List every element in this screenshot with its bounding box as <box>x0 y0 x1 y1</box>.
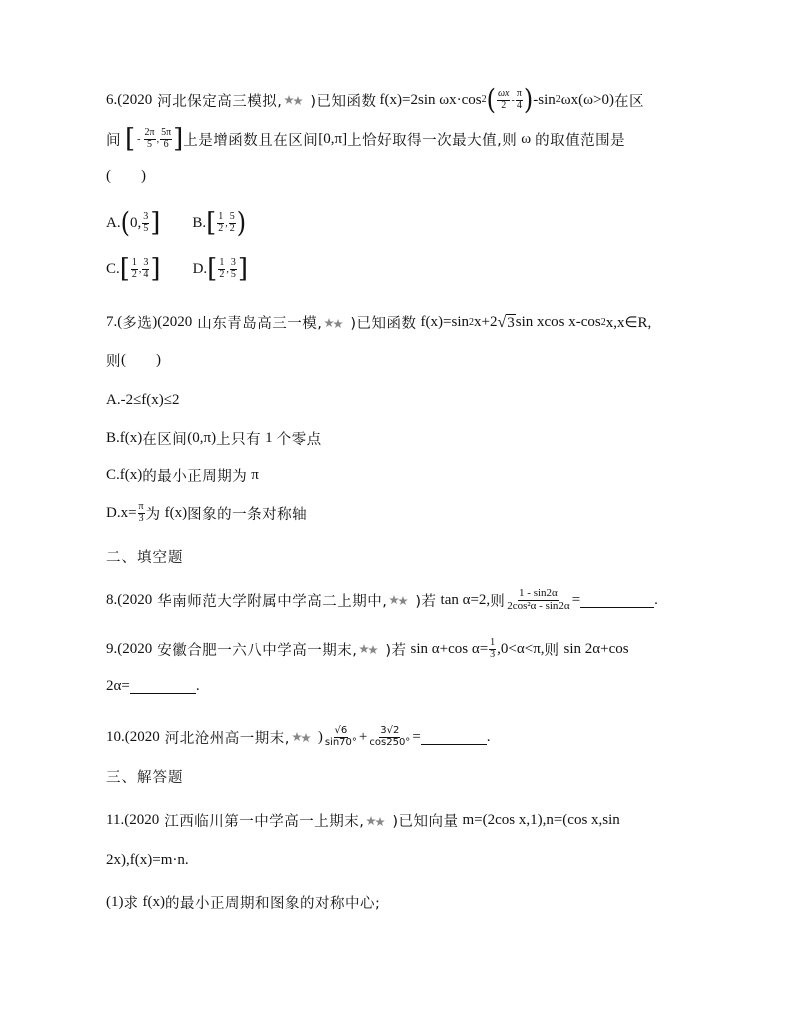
q6-stem-e: 上恰好取得一次最大值,则 <box>347 132 518 149</box>
q6-optD-d2: 5 <box>230 268 236 280</box>
q6-optA-label: A. <box>106 214 121 231</box>
q6-stem-f: 的取值范围是 <box>535 132 626 149</box>
q6-optD-d1: 2 <box>219 268 225 280</box>
q6-line1: 6.(2020 河北保定高三模拟, )已知函数 f(x)=2sin ωx·cos 2 ( $\frac{\omega x}{2}$ - $\frac{\pi}{4}$ ) -sin 2 ωx(ω>0) 在区 <box>106 83 644 117</box>
q6-optB-d2: 2 <box>229 222 235 234</box>
q6-paren-text: ( ) <box>106 168 146 184</box>
section-fill-blank <box>106 546 184 567</box>
q6-optB-frac1 <box>217 212 224 234</box>
q11-line1 <box>106 810 620 831</box>
q7-optD-d: 图象的一条对称轴 <box>187 506 308 523</box>
q9-expr: sin 2α+cos <box>563 640 629 657</box>
q6-optC-frac1 <box>131 258 138 280</box>
q7-stem-a: )已知函数 <box>350 316 417 332</box>
q7-line1: 7.( 多选 )(2020 山东青岛高三一模, )已知函数 f(x)=sin 2 x+2 √ 3 sin xcos x-cos 2 x,x∈R, <box>106 313 652 332</box>
q6-optC-d2: 4 <box>143 268 149 280</box>
q9-cond: sin α+cos α= <box>410 640 489 657</box>
star-rating-icon <box>388 593 414 607</box>
star-rating-icon <box>323 316 349 330</box>
q6-line2 <box>106 126 625 152</box>
q6-optA-fd: 5 <box>143 222 149 234</box>
q6-optD-lbracket: [ <box>207 254 218 284</box>
q6-optA-rbracket: ] <box>150 208 161 238</box>
q7-optB-c: (0,π) <box>187 430 217 446</box>
star-rating-icon <box>365 814 391 828</box>
q7-optA <box>106 392 180 409</box>
q6-iv-a-num: 2π <box>144 127 155 138</box>
q10-number: 10.(2020 <box>106 728 160 745</box>
q6-rbracket: ] <box>173 124 184 154</box>
q10-source: 河北沧州高一期末, <box>164 730 290 747</box>
q6-optC-lbracket: [ <box>119 254 130 284</box>
q11-part1-a: 求 <box>123 896 139 912</box>
q9-stem-b: 则 <box>544 642 560 659</box>
q6-number: 6.(2020 <box>106 91 153 108</box>
q7-optC-c: π <box>251 467 259 483</box>
q10-frac2 <box>368 726 411 748</box>
q9-fd: 3 <box>490 648 496 660</box>
q11-part1-b: 的最小正周期和图象的对称中心; <box>165 896 381 912</box>
q11-part1-fx: f(x) <box>142 894 165 910</box>
q9-fn: 1 <box>490 637 496 648</box>
q7-func4: x,x∈R, <box>605 315 652 331</box>
q6-stem-c: 间 <box>106 132 121 149</box>
q6-optD-frac2 <box>230 258 237 280</box>
q11-vectors: m=(2cos x,1),n=(cos x,sin <box>462 812 620 828</box>
q6-optC-n2: 3 <box>143 257 149 268</box>
q8-frac-num: 1 - sin2α <box>519 587 558 599</box>
q6-optA-frac <box>142 212 149 234</box>
q8-frac-den: 2cos²α - sin2α <box>507 599 570 612</box>
q7-func: f(x)=sin <box>420 314 469 330</box>
q8-cond: tan α=2, <box>440 591 491 608</box>
q9-line1 <box>106 638 629 660</box>
q6-omega: ω <box>521 130 532 147</box>
q7-optD-a: D.x= <box>106 504 137 521</box>
q7-func3: sin xcos x-cos <box>515 314 601 330</box>
q8-answer-blank[interactable] <box>580 593 654 608</box>
q9-answer-blank[interactable] <box>130 679 196 694</box>
q6-frac1-num: ωx <box>497 88 510 99</box>
q6-iv-a-den: 5 <box>147 138 153 150</box>
q9-end: . <box>195 678 200 694</box>
section-solve <box>106 766 184 787</box>
q7-optD-fn: π <box>138 501 144 512</box>
q11-line2-text: 2x),f(x)=m·n. <box>106 852 189 868</box>
q6-optD-n2: 3 <box>230 257 236 268</box>
q6-iv-a <box>144 128 156 150</box>
q6-optB-n2: 5 <box>229 211 235 222</box>
q6-optB-rparen: ) <box>236 206 247 240</box>
q10-f2d: cos250° <box>369 736 411 748</box>
q7-optB-b: 在区间 <box>142 432 188 448</box>
q7-optB <box>106 428 322 449</box>
q8-stem-a: )若 <box>415 593 437 610</box>
q6-optB-frac2 <box>229 212 236 234</box>
q6-frac2-num: π <box>516 88 522 99</box>
q6-stem-a: )已知函数 <box>310 93 377 110</box>
q6-optD-n1: 1 <box>219 257 225 268</box>
q10-answer-blank[interactable] <box>421 730 487 745</box>
q6-lbracket: [ <box>125 124 136 154</box>
section-title-2: 二、填空题 <box>106 550 184 566</box>
q10-f1d: sin70° <box>324 736 357 748</box>
q6-stem-d: 上是增函数且在区间 <box>183 132 319 149</box>
q6-optD-label: D. <box>192 260 208 277</box>
q8-number: 8.(2020 <box>106 591 153 608</box>
star-rating-icon <box>358 642 384 656</box>
section-title-3: 三、解答题 <box>106 770 184 786</box>
q7-optB-d: 上只有 <box>216 432 262 448</box>
q6-iv-b <box>160 128 172 150</box>
q10-end: . <box>486 728 491 745</box>
q7-func2: x+2 <box>473 314 498 330</box>
q6-optB-lbracket: [ <box>206 208 217 238</box>
q8-line <box>106 588 658 612</box>
q11-line2 <box>106 852 189 869</box>
q10-paren: ) <box>317 728 323 745</box>
q7-optD-frac <box>138 502 145 524</box>
q10-line <box>106 726 491 748</box>
q7-optC-a: C.f(x) <box>106 467 143 483</box>
q9-stem-a: )若 <box>385 642 407 659</box>
q6-tail2: ωx(ω>0) <box>560 91 614 108</box>
q7-optB-e: 1 <box>265 430 273 446</box>
q7-optD-c: f(x) <box>164 504 188 521</box>
q6-rparen: ) <box>523 83 534 117</box>
q7-optD <box>106 502 307 524</box>
q6-optC-label: C. <box>106 260 120 277</box>
q8-eq: = <box>571 591 581 608</box>
q7-line2 <box>106 350 161 371</box>
q6-optB-label: B. <box>192 214 207 231</box>
q6-optC-n1: 1 <box>131 257 137 268</box>
q6-optB-d1: 2 <box>218 222 224 234</box>
q6-tail: -sin <box>533 91 556 108</box>
q6-optC-frac2 <box>142 258 149 280</box>
q10-f1n: √6 <box>334 725 348 736</box>
q10-frac1 <box>324 726 358 748</box>
q7-optD-b: 为 <box>145 506 161 523</box>
q6-lparen: ( <box>486 83 496 117</box>
q8-frac <box>506 588 571 612</box>
q7-optA-text: A.-2≤f(x)≤2 <box>106 392 180 408</box>
q11-source: 江西临川第一中学高一上期末, <box>164 814 365 830</box>
q11-number: 11.(2020 <box>106 812 160 828</box>
q9-line2 <box>106 678 200 695</box>
q6-stem-b: 在区 <box>613 93 644 110</box>
q6-frac1-den: 2 <box>501 99 507 111</box>
q7-stem-b: 则 <box>106 354 121 370</box>
q7-number: 7.( <box>106 314 123 330</box>
q9-line2-text: 2α= <box>106 678 130 694</box>
q9-number: 9.(2020 <box>106 640 153 657</box>
q7-optB-f: 个零点 <box>276 432 322 448</box>
q7-source: 山东青岛高三一模, <box>197 316 323 332</box>
q6-optA-lparen: ( <box>120 206 130 240</box>
q6-options-cd: C. [ $\frac{1}{2}$ , $\frac{3}{4}$ ] D. [ $\frac{1}{2}$ , $\frac{3}{5}$ ] <box>106 254 248 284</box>
q11-stem-a: )已知向量 <box>392 814 459 830</box>
q7-paren-text: ( ) <box>121 352 161 368</box>
q7-rad: 3 <box>507 315 515 331</box>
q9-source: 安徽合肥一六八中学高一期末, <box>157 642 358 659</box>
q6-optB-n1: 1 <box>218 211 224 222</box>
q6-frac2 <box>516 89 523 111</box>
q6-minus: - <box>511 94 515 106</box>
q11-part1-label: (1) <box>106 894 124 910</box>
q6-interval2: [0,π] <box>318 130 348 147</box>
q7-optD-fd: 3 <box>138 512 144 524</box>
star-rating-icon <box>291 730 317 744</box>
q6-frac2-den: 4 <box>516 99 522 111</box>
q6-options-ab: A. ( 0, $\frac{3}{5}$ ] B. [ $\frac{1}{2}$ , $\frac{5}{2}$ ) <box>106 206 247 240</box>
q6-source: 河北保定高三模拟, <box>157 93 283 110</box>
q9-frac <box>489 638 496 660</box>
q6-iv-b-num: 5π <box>161 127 172 138</box>
q7-optC <box>106 465 259 486</box>
q6-optA-a: 0, <box>129 214 142 231</box>
q6-optD-rbracket: ] <box>237 254 248 284</box>
q6-optD-frac1 <box>218 258 225 280</box>
q7-multi: 多选 <box>122 316 153 332</box>
q7-optC-b: 的最小正周期为 <box>142 469 248 485</box>
q10-eq: = <box>412 728 421 745</box>
q7-sqrt: √ 3 <box>497 313 515 331</box>
star-rating-icon <box>283 93 309 107</box>
q6-func: f(x)=2sin ωx·cos <box>379 91 482 108</box>
q7-year: )(2020 <box>152 314 193 330</box>
q11-part1 <box>106 892 380 913</box>
q6-optA-fn: 3 <box>143 211 149 222</box>
q6-answer-paren <box>106 168 146 185</box>
q6-iv-b-den: 6 <box>163 138 169 150</box>
q7-optB-a: B.f(x) <box>106 430 143 446</box>
q10-f2n: 3√2 <box>380 725 400 736</box>
q6-neg: - <box>137 133 141 145</box>
q9-cond2: ,0<α<π, <box>497 640 545 657</box>
q6-optC-d1: 2 <box>131 268 137 280</box>
q6-comma: , <box>156 133 160 145</box>
q10-plus: + <box>358 728 368 745</box>
q6-optC-rbracket: ] <box>150 254 161 284</box>
q8-end: . <box>654 591 658 608</box>
q8-stem-b: 则 <box>490 593 506 610</box>
q8-source: 华南师范大学附属中学高二上期中, <box>157 593 388 610</box>
q6-frac1 <box>497 89 511 111</box>
